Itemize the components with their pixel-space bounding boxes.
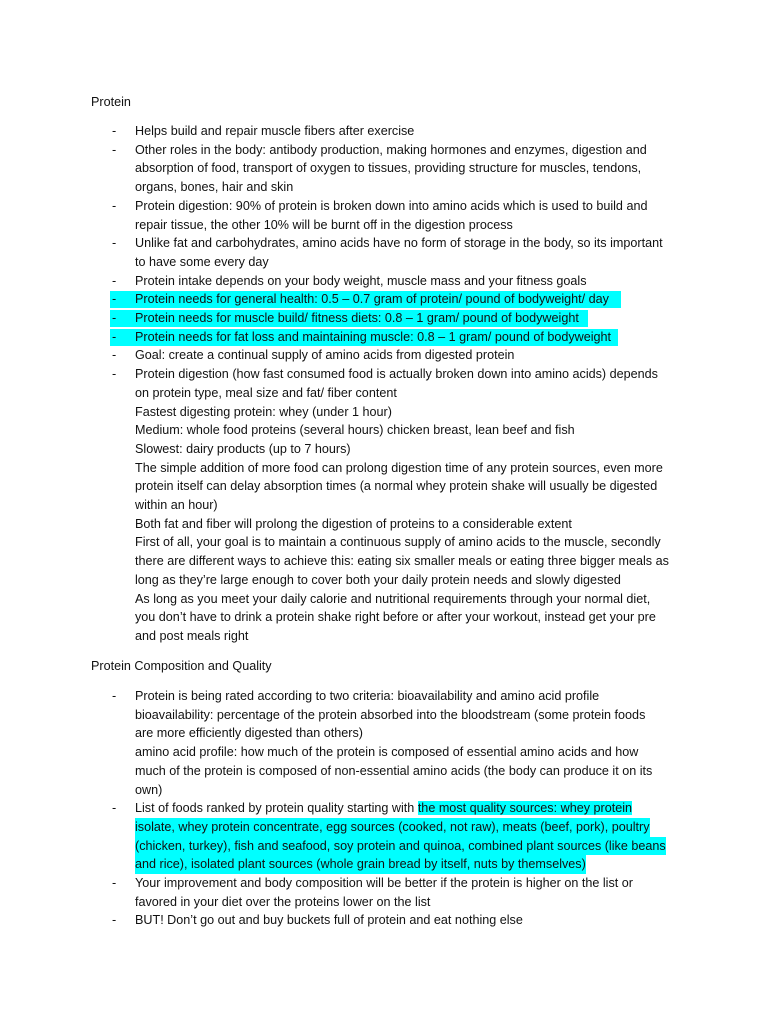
- text-line: Protein digestion: 90% of protein is broken down into amino acids which is used to build and: [135, 198, 648, 213]
- bullet-dash: -: [112, 801, 117, 816]
- text-line: within an hour): [135, 498, 218, 513]
- text-line: Protein needs for muscle build/ fitness diets: 0.8 – 1 gram/ pound of bodyweight: [135, 311, 579, 326]
- text-line: Fastest digesting protein: whey (under 1 hour): [135, 404, 392, 419]
- bullet-dash: -: [112, 311, 117, 326]
- bullet-dash: -: [112, 913, 117, 928]
- bullet-dash: -: [112, 367, 117, 382]
- text-line: you don’t have to drink a protein shake right before or after your workout, instead get your pre: [135, 610, 656, 625]
- protein-section: [0, 122, 768, 646]
- text-line: Your improvement and body composition will be better if the protein is higher on the list or: [135, 876, 633, 891]
- text-line: Protein needs for general health: 0.5 – 0.7 gram of protein/ pound of bodyweight/ day: [135, 292, 609, 307]
- text-line: Protein is being rated according to two criteria: bioavailability and amino acid profile: [135, 689, 600, 703]
- bullet-dash: -: [112, 236, 117, 251]
- text-line: First of all, your goal is to maintain a continuous supply of amino acids to the muscle, secondly: [135, 535, 661, 550]
- text-line: repair tissue, the other 10% will be burnt off in the digestion process: [135, 217, 513, 232]
- bullet-dash: -: [112, 329, 117, 344]
- text-line: Protein digestion (how fast consumed food is actually broken down into amino acids) depends: [135, 367, 658, 382]
- text-line: are more efficiently digested than others): [135, 726, 363, 741]
- text-line: absorption of food, transport of oxygen to tissues, providing structure for muscles, tendons,: [135, 161, 642, 176]
- text-line: Protein needs for fat loss and maintaining muscle: 0.8 – 1 gram/ pound of bodyweight: [135, 329, 612, 344]
- list-item: [0, 874, 768, 911]
- bullet-dash: -: [112, 198, 117, 213]
- text-line: there are different ways to achieve this: eating six smaller meals or eating three bigger meals as: [135, 554, 669, 569]
- list-item: [0, 911, 768, 930]
- text-line: Both fat and fiber will prolong the digestion of proteins to a considerable extent: [135, 516, 572, 531]
- text-lead: List of foods ranked by protein quality starting with: [135, 801, 418, 816]
- highlighted-text-line: isolate, whey protein concentrate, egg sources (cooked, not raw), meats (beef, pork), poultry: [135, 818, 650, 837]
- list-item: [0, 272, 768, 291]
- bullet-dash: -: [112, 292, 117, 307]
- text-line: amino acid profile: how much of the protein is composed of essential amino acids and how: [135, 745, 639, 760]
- bullet-dash: -: [112, 273, 117, 288]
- highlighted-text-line: and rice), isolated plant sources (whole grain bread by itself, nuts by themselves): [135, 855, 586, 874]
- text-line: Medium: whole food proteins (several hours) chicken breast, lean beef and fish: [135, 423, 575, 438]
- list-item: [0, 122, 768, 141]
- text-line: As long as you meet your daily calorie and nutritional requirements through your normal diet,: [135, 591, 651, 606]
- text-line: protein itself can delay absorption times (a normal whey protein shake will usually be digested: [135, 479, 658, 494]
- text-line: own): [135, 782, 163, 797]
- text-line: [135, 799, 680, 818]
- highlighted-text: the most quality sources: whey protein: [417, 801, 633, 816]
- list-item: [0, 365, 768, 646]
- text-line: long as they’re large enough to cover both your daily protein needs and slowly digested: [135, 572, 621, 587]
- bullet-dash: -: [112, 142, 117, 157]
- list-item: [0, 346, 768, 365]
- section-heading-composition: Protein Composition and Quality: [91, 659, 272, 673]
- highlighted-list-item: [0, 309, 768, 328]
- bullet-dash: -: [112, 348, 117, 363]
- composition-bullet-list: [0, 687, 768, 930]
- text-line: The simple addition of more food can prolong digestion time of any protein sources, even more: [135, 460, 663, 475]
- list-item: [0, 687, 768, 799]
- text-line: favored in your diet over the proteins lower on the list: [135, 894, 431, 909]
- protein-bullet-list: [0, 122, 768, 646]
- section-heading-protein: Protein: [91, 95, 131, 109]
- text-line: and post meals right: [135, 628, 249, 643]
- text-line: Goal: create a continual supply of amino acids from digested protein: [135, 348, 515, 363]
- text-line: to have some every day: [135, 254, 269, 269]
- text-line: Unlike fat and carbohydrates, amino acids have no form of storage in the body, so its important: [135, 236, 663, 251]
- bullet-dash: -: [112, 876, 117, 891]
- highlighted-list-item: [0, 290, 768, 309]
- list-item: [0, 799, 768, 874]
- text-line: Slowest: dairy products (up to 7 hours): [135, 441, 351, 456]
- text-line: bioavailability: percentage of the protein absorbed into the bloodstream (some protein foods: [135, 707, 646, 722]
- bullet-dash: -: [112, 124, 117, 138]
- composition-section: [0, 687, 768, 930]
- text-line: Protein intake depends on your body weight, muscle mass and your fitness goals: [135, 273, 587, 288]
- text-line: BUT! Don’t go out and buy buckets full of protein and eat nothing else: [135, 913, 523, 928]
- text-line: on protein type, meal size and fat/ fiber content: [135, 385, 397, 400]
- list-item: [0, 141, 768, 197]
- highlighted-list-item: [0, 328, 768, 347]
- text-line: much of the protein is composed of non-essential amino acids (the body can produce it on its: [135, 763, 653, 778]
- text-line: Other roles in the body: antibody production, making hormones and enzymes, digestion and: [135, 142, 647, 157]
- bullet-dash: -: [112, 689, 117, 703]
- highlighted-text-line: (chicken, turkey), fish and seafood, soy protein and quinoa, combined plant sources (like beans: [135, 837, 666, 856]
- list-item: [0, 234, 768, 271]
- list-item: [0, 197, 768, 234]
- text-line: organs, bones, hair and skin: [135, 180, 294, 195]
- text-line: Helps build and repair muscle fibers after exercise: [135, 124, 415, 138]
